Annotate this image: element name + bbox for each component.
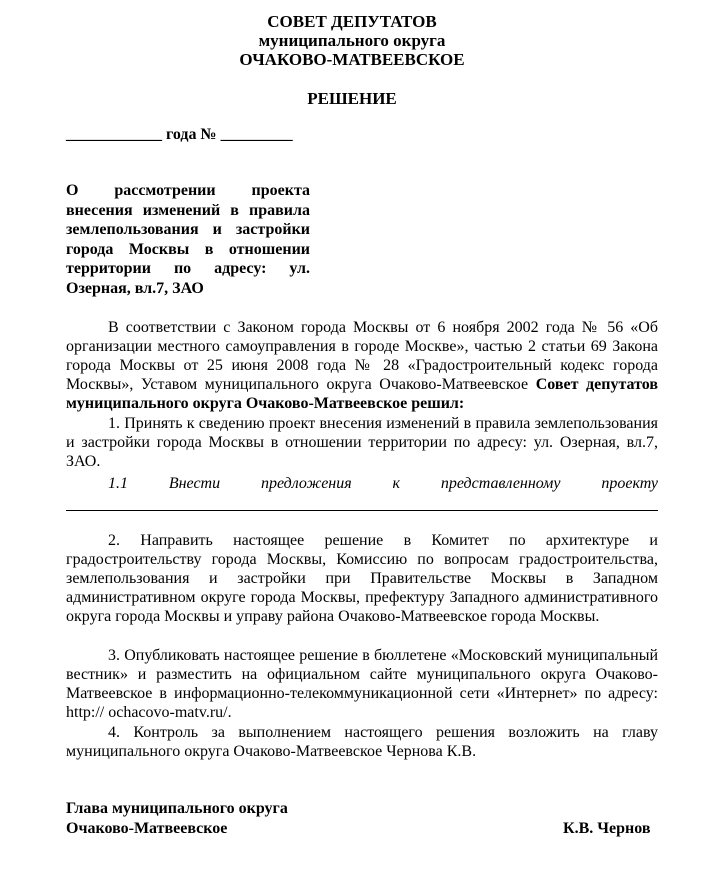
preamble-paragraph [66,318,658,413]
blank-fill-line [66,510,658,511]
signatory-title-line1: Глава муниципального округа [66,800,288,817]
signatory-title [66,799,288,839]
signatory-title-line2: Очаково-Матвеевское [66,820,228,837]
council-subtitle: муниципального округа [258,31,446,50]
item-1-1-number: 1.1 [108,475,128,492]
item-1-1-word: к [392,475,400,492]
document-type: РЕШЕНИЕ [307,89,397,108]
preamble-text: В соответствии с Законом города Москвы от 6 ноября 2002 года № 56 «Об организации местного самоуправления в городе Москве», частью 2 статьи 69 Закона города Москвы от 25 июня 2008 года № 28 «Градостроительный кодекс города Москвы», Уставом муниципального округа Очаково-Матвеевское [66,319,658,393]
item-1-1 [66,474,658,493]
date-number-line: ____________ года № _________ [66,126,293,143]
decision-subject: О рассмотрении проекта внесения изменений в правила землепользования и застройки города Москвы в отношении территории по адресу: ул. Озерная, вл.7, ЗАО [66,182,310,297]
item-1-1-word: проекту [601,475,658,492]
item-1-1-word: представленному [440,475,561,492]
item-1-1-word: Внести [168,475,221,492]
district-name: ОЧАКОВО-МАТВЕЕВСКОЕ [239,50,465,69]
item-2: 2. Направить настоящее решение в Комитет по архитектуре и градостроительству города Москвы, Комиссию по вопросам градостроительства, землепользования и застройки при Правительстве Москвы в Западном административном округе города Москвы, префектуру Западного административного округа города Москвы и управу района Очаково-Матвеевское города Москвы. [66,532,658,625]
item-1: 1. Принять к сведению проект внесения изменений в правила землепользования и застройки города Москвы в отношении территории по адресу: ул. Озерная, вл.7, ЗАО. [66,415,658,470]
signatory-name: К.В. Чернов [563,820,651,837]
item-3: 3. Опубликовать настоящее решение в бюллетене «Московский муниципальный вестник» и разместить на официальном сайте муниципального округа Очаково-Матвеевское в информационно-телекоммуникационной сети «Интернет» по адресу: http:// ochacovo-matv.ru/. [66,647,658,721]
item-4: 4. Контроль за выполнением настоящего решения возложить на главу муниципального округа Очаково-Матвеевское Чернова К.В. [66,724,658,760]
council-title: СОВЕТ ДЕПУТАТОВ [267,12,437,31]
item-1-1-word: предложения [260,475,352,492]
preamble-resolution: Совет депутатов муниципального округа Очаково-Матвеевское решил: [66,376,659,412]
